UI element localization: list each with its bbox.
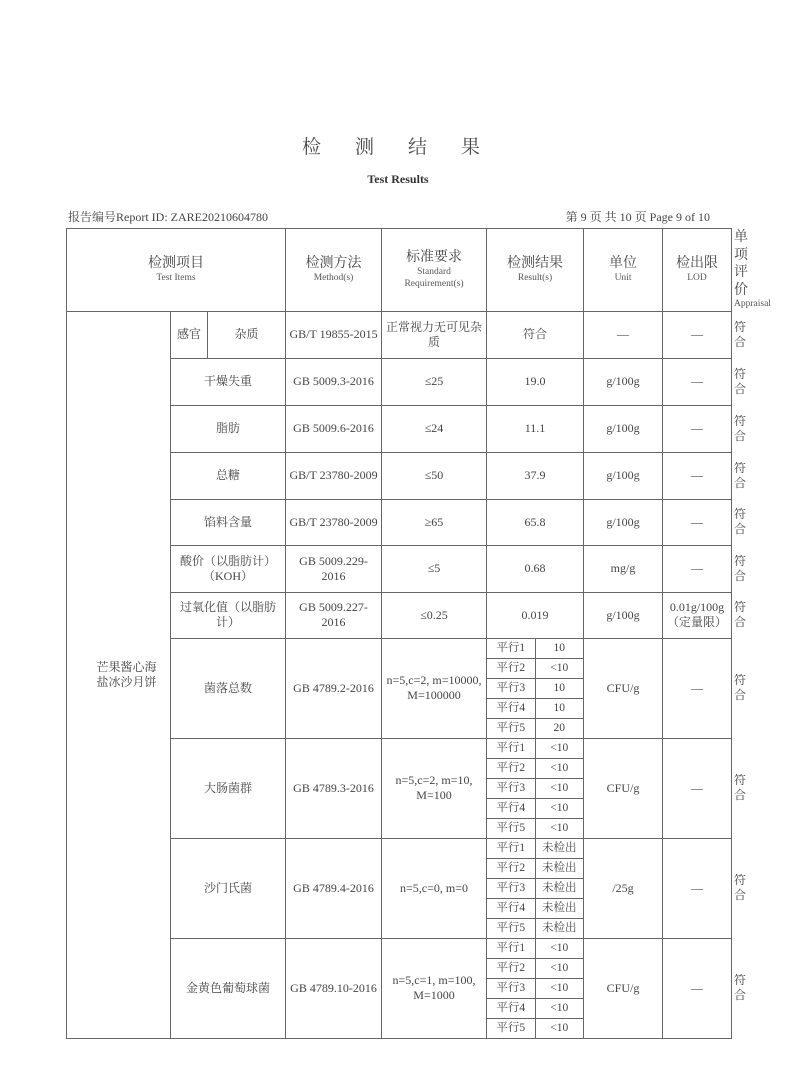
test-item: 大肠菌群 [171,738,286,838]
lod: — [663,638,732,738]
lod: — [663,938,732,1038]
result: 11.1 [487,405,584,452]
method: GB 4789.4-2016 [286,838,382,938]
unit: /25g [584,838,663,938]
standard: n=5,c=2, m=10, M=100 [382,738,487,838]
parallel-results: 平行1 <10 平行2 <10 平行3 <10 平行4 <10 平行5 <10 [487,938,584,1038]
unit: g/100g [584,592,663,638]
test-item: 总糖 [171,452,286,499]
result: 37.9 [487,452,584,499]
standard: n=5,c=0, m=0 [382,838,487,938]
test-item: 脂肪 [171,405,286,452]
unit: CFU/g [584,938,663,1038]
parallel-results: 平行1 10 平行2 <10 平行3 10 平行4 10 平行5 20 [487,638,584,738]
unit: g/100g [584,405,663,452]
unit: — [584,311,663,358]
result: 0.019 [487,592,584,638]
standard: ≤0.25 [382,592,487,638]
unit: g/100g [584,452,663,499]
header-result: 检测结果 Result(s) [487,229,584,312]
header-row: 检测项目 Test Items 检测方法 Method(s) 标准要求 Standard Requirement(s) 检测结果 Result(s) 单位 Unit 检出限 LOD 单项评价 Appraisal [67,229,732,312]
method: GB 5009.6-2016 [286,405,382,452]
product-name: 芒果酱心海盐冰沙月饼 [119,311,171,1038]
page-subtitle: Test Results [367,172,429,186]
unit: g/100g [584,499,663,545]
method: GB/T 23780-2009 [286,452,382,499]
test-item: 菌落总数 [171,638,286,738]
lod: — [663,358,732,405]
test-item: 过氧化值（以脂肪计） [171,592,286,638]
unit: CFU/g [584,738,663,838]
test-item: 沙门氏菌 [171,838,286,938]
standard: n=5,c=1, m=100, M=1000 [382,938,487,1038]
method: GB 5009.227-2016 [286,592,382,638]
standard: n=5,c=2, m=10000, M=100000 [382,638,487,738]
table-row: 过氧化值（以脂肪计） GB 5009.227-2016 ≤0.25 0.019 g/100g 0.01g/100g（定量限） 符合 [67,592,732,638]
method: GB 4789.3-2016 [286,738,382,838]
unit: g/100g [584,358,663,405]
lod: — [663,452,732,499]
standard: 正常视力无可见杂质 [382,311,487,358]
standard: ≥65 [382,499,487,545]
page-title: 检 测 结 果 [301,136,495,158]
standard: ≤25 [382,358,487,405]
result: 符合 [487,311,584,358]
test-item: 酸价（以脂肪计）（KOH） [171,545,286,592]
parallel-results: 平行1 <10 平行2 <10 平行3 <10 平行4 <10 平行5 <10 [487,738,584,838]
table-row: 馅料含量 GB/T 23780-2009 ≥65 65.8 g/100g — 符合 [67,499,732,545]
standard: ≤5 [382,545,487,592]
table-row: 大肠菌群 GB 4789.3-2016 n=5,c=2, m=10, M=100 平行1 <10 平行2 <10 平行3 <10 平行4 <10 平行5 <10 CFU/g — 符合 [67,738,732,838]
method: GB/T 19855-2015 [286,311,382,358]
method: GB 4789.10-2016 [286,938,382,1038]
unit: mg/g [584,545,663,592]
header-method: 检测方法 Method(s) [286,229,382,312]
test-item: 金黄色葡萄球菌 [171,938,286,1038]
test-item: 感官 杂质 [171,311,286,358]
lod: 0.01g/100g（定量限） [663,592,732,638]
table-row: 总糖 GB/T 23780-2009 ≤50 37.9 g/100g — 符合 [67,452,732,499]
results-table [66,228,771,1039]
header-standard: 标准要求 Standard Requirement(s) [382,229,487,312]
table-row: 酸价（以脂肪计）（KOH） GB 5009.229-2016 ≤5 0.68 mg/g — 符合 [67,545,732,592]
result: 19.0 [487,358,584,405]
lod: — [663,311,732,358]
method: GB/T 23780-2009 [286,499,382,545]
table-row: 芒果酱心海盐冰沙月饼 感官 杂质 GB/T 19855-2015 正常视力无可见杂质 符合 — — 符合 [67,311,732,358]
lod: — [663,838,732,938]
standard: ≤50 [382,452,487,499]
table-row: 金黄色葡萄球菌 GB 4789.10-2016 n=5,c=1, m=100, M=1000 平行1 <10 平行2 <10 平行3 <10 平行4 <10 平行5 <10 CFU/g — 符合 [67,938,732,1038]
result: 0.68 [487,545,584,592]
header-item: 检测项目 Test Items [67,229,286,312]
table-row: 沙门氏菌 GB 4789.4-2016 n=5,c=0, m=0 平行1 未检出 平行2 未检出 平行3 未检出 平行4 未检出 平行5 未检出 /25g — 符合 [67,838,732,938]
header-lod: 检出限 LOD [663,229,732,312]
lod: — [663,545,732,592]
table-row: 菌落总数 GB 4789.2-2016 n=5,c=2, m=10000, M=100000 平行1 10 平行2 <10 平行3 10 平行4 10 平行5 20 CFU/g — 符合 [67,638,732,738]
test-item: 馅料含量 [171,499,286,545]
standard: ≤24 [382,405,487,452]
method: GB 4789.2-2016 [286,638,382,738]
test-item: 干燥失重 [171,358,286,405]
lod: — [663,499,732,545]
result: 65.8 [487,499,584,545]
table-row: 干燥失重 GB 5009.3-2016 ≤25 19.0 g/100g — 符合 [67,358,732,405]
unit: CFU/g [584,638,663,738]
lod: — [663,738,732,838]
method: GB 5009.3-2016 [286,358,382,405]
lod: — [663,405,732,452]
page-info: 第 9 页 共 10 页 Page 9 of 10 [565,210,710,224]
parallel-results: 平行1 未检出 平行2 未检出 平行3 未检出 平行4 未检出 平行5 未检出 [487,838,584,938]
report-id: 报告编号Report ID: ZARE20210604780 [68,210,268,224]
method: GB 5009.229-2016 [286,545,382,592]
table-row: 脂肪 GB 5009.6-2016 ≤24 11.1 g/100g — 符合 [67,405,732,452]
header-unit: 单位 Unit [584,229,663,312]
